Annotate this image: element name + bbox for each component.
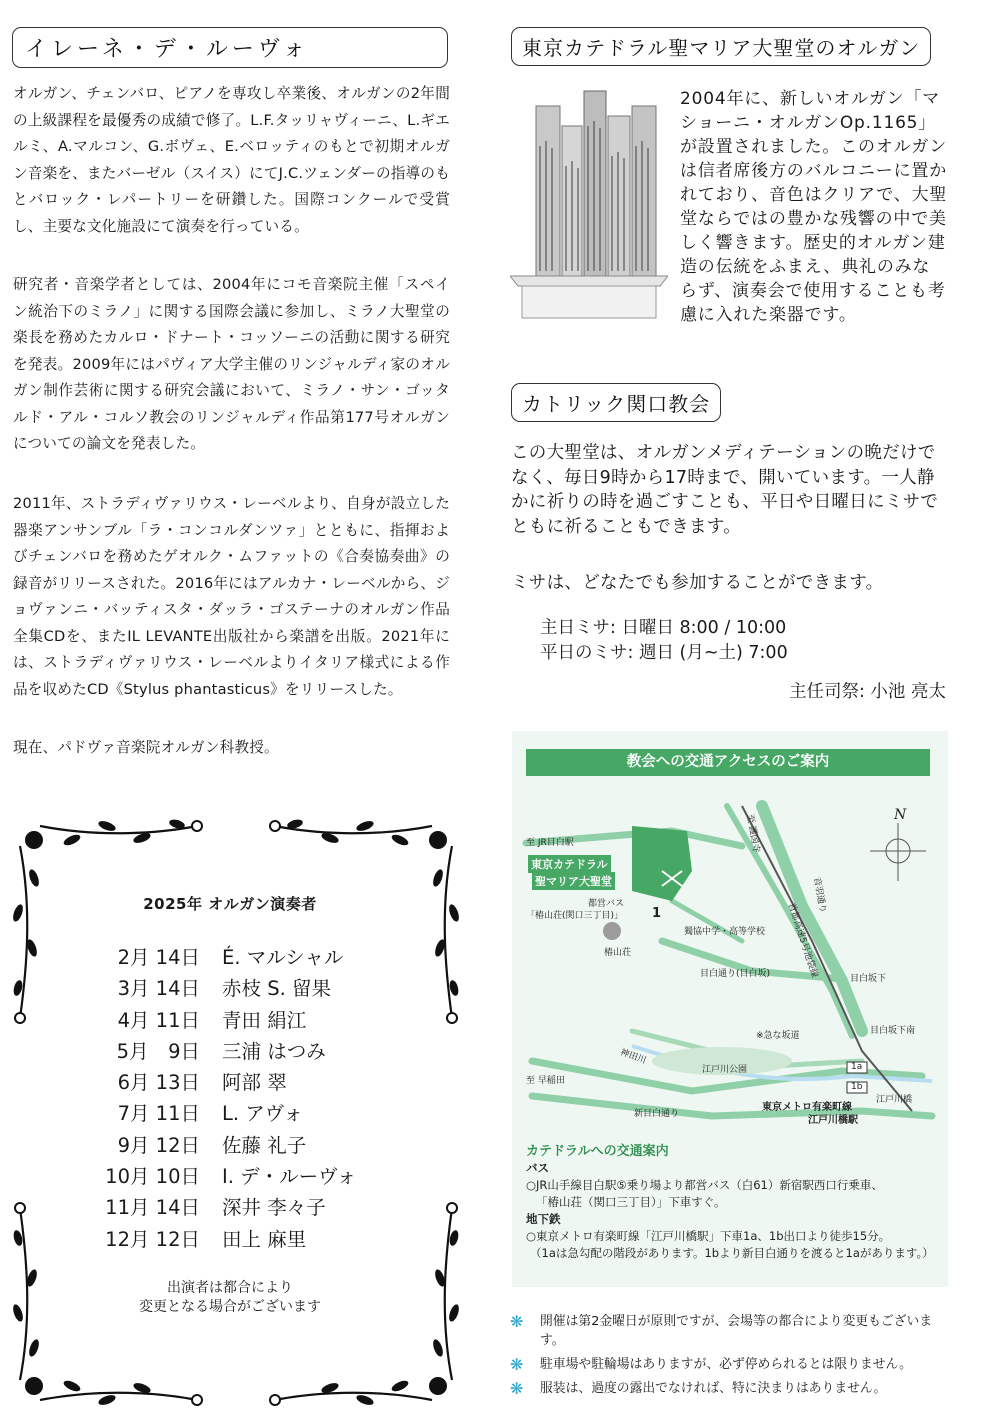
snowflake-icon: ❋	[510, 1312, 524, 1331]
label-gokokuji: 至 護国寺	[744, 813, 761, 854]
priest-name: 主任司祭: 小池 亮太	[788, 682, 946, 702]
notes-list	[510, 1312, 950, 1403]
schedule-date: 7月 11日	[117, 1102, 200, 1126]
bus-title: バス	[526, 1161, 549, 1175]
label-edogawa-park: 江戸川公園	[702, 1065, 748, 1075]
schedule-performer: 阿部 翠	[222, 1071, 287, 1095]
schedule-title: 2025年 オルガン演奏者	[143, 895, 317, 913]
schedule-performer: 赤枝 S. 留果	[222, 977, 331, 1001]
label-exit-1b: 1b	[851, 1082, 863, 1092]
schedule-row	[90, 1098, 410, 1129]
label-metro2: 江戸川橋駅	[808, 1115, 858, 1126]
guide-title: カテドラルへの交通案内	[526, 1144, 669, 1159]
bus-text1: ○JR山手線目白駅⑤乗り場より都営バス（白61）新宿駅西口行乗車、	[526, 1178, 883, 1192]
label-mejirozaka: 目白坂下	[850, 974, 887, 984]
north-label: N	[894, 807, 907, 823]
subway-text1: ○東京メトロ有楽町線「江戸川橋駅」下車1a、1b出口より徒歩15分。	[526, 1229, 891, 1243]
label-exit-1a: 1a	[851, 1062, 863, 1072]
schedule-date: 3月 14日	[117, 977, 200, 1001]
mass-intro: ミサは、どなたでも参加することができます。	[511, 573, 884, 593]
church-text: この大聖堂は、オルガンメディテーションの晩だけでなく、毎日9時から17時まで、開いています。一人静かに祈りの時を過ごすことも、平日や日曜日にミサでともに祈ることもできます。	[511, 443, 939, 537]
subway-text2: （1aは急勾配の階段があります。1bより新目白通りを渡ると1aがあります。）	[530, 1246, 934, 1260]
schedule-date: 12月 12日	[105, 1227, 200, 1251]
note-text: 開催は第2金曜日が原則ですが、会場等の都合により変更もございます。	[540, 1314, 933, 1348]
schedule-date: 2月 14日	[117, 946, 200, 969]
bio-paragraph-1: オルガン、チェンバロ、ピアノを専攻し卒業後、オルガンの2年間の上級課程を最優秀の成績で修了。L.F.タッリャヴィーニ、L.ギエルミ、A.マルコン、G.ボヴェ、E.ベロッティのもとで初期オルガン音楽を、またバーゼル（スイス）にてJ.C.ツェンダーの指導のもとバロック・レパートリーを研鑽した。国際コンクールで受賞し、主要な文化施設にて演奏を行っている。	[13, 85, 450, 235]
subway-title: 地下鉄	[526, 1212, 561, 1226]
map-banner: 教会への交通アクセスのご案内	[526, 749, 930, 776]
performer-heading: イレーネ・デ・ルーヴォ	[12, 27, 448, 68]
label-cathedral1: 東京カテドラル	[528, 855, 611, 873]
mass-weekday: 平日のミサ: 週日 (月~土) 7:00	[540, 643, 788, 663]
schedule-performer: 田上 麻里	[222, 1227, 307, 1251]
schedule-performer: L. アヴォ	[222, 1102, 303, 1126]
map-guide	[526, 1143, 936, 1262]
pipe-organ-icon	[510, 86, 668, 321]
organ-heading: 東京カテドラル聖マリア大聖堂のオルガン	[511, 27, 931, 66]
bio-paragraph-2: 研究者・音楽学者としては、2004年にコモ音楽院主催「スペイン統治下のミラノ」に関する国際会議に参加し、ミラノ大聖堂の楽長を務めたカルロ・ドナート・コッソーニの活動に関する研究を発表。2009年にはパヴィア大学主催のリンジャルディ家のオルガン制作芸術に関する研究会議において、ミラノ・サン・ゴッタルド・アル・コルソ教会のリンジャルディ作品第177号オルガンについての論文を発表した。	[13, 276, 450, 452]
bus-text2: 「椿山荘（関口三丁目）」下車すぐ。	[536, 1195, 726, 1209]
note-item	[510, 1355, 950, 1374]
schedule-row	[90, 1224, 410, 1255]
mass-times	[540, 616, 788, 666]
snowflake-icon: ❋	[510, 1379, 524, 1398]
organ-image	[510, 86, 668, 321]
label-metro1: 東京メトロ有楽町線	[762, 1102, 852, 1113]
label-edogawabashi: 江戸川橋	[876, 1095, 913, 1105]
note-text: 服装は、過度の露出でなければ、特に決まりはありません。	[540, 1381, 887, 1396]
access-map	[512, 731, 948, 1287]
schedule-performer: I. デ・ルーヴォ	[222, 1165, 357, 1189]
label-cathedral2: 聖マリア大聖堂	[532, 872, 615, 890]
schedule-row	[90, 942, 410, 973]
schedule-performer: 佐藤 礼子	[222, 1133, 307, 1157]
bio-paragraph-3: 2011年、ストラディヴァリウス・レーベルより、自身が設立した器楽アンサンブル「ラ・コンコルダンツァ」とともに、指揮およびチェンバロを務めたゲオルク・ムファットの《合奏協奏曲》の録音がリリースされた。2016年にはアルカナ・レーベルから、ジョヴァンニ・バッティスタ・ダッラ・ゴステーナのオルガン作品全集CDを、またIL LEVANTE出版社から楽譜を出版。2021年には、ストラディヴァリウス・レーベルよりイタリア様式による作品を収めたCD《Stylus phantasticus》をリリースした。	[13, 495, 450, 698]
note-item	[510, 1379, 950, 1398]
organ-text: 2004年に、新しいオルガン「マショーニ・オルガンOp.1165」が設置されました。このオルガンは信者席後方のバルコニーに置かれており、音色はクリアで、大聖堂ならではの豊かな残響の中で美しく響きます。歴史的オルガン建造の伝統をふまえ、典礼のみならず、演奏会で使用することも考慮に入れた楽器です。	[680, 89, 948, 325]
label-bus1: 都営バス	[588, 899, 625, 909]
schedule-row	[90, 1192, 410, 1223]
schedule-list	[90, 942, 410, 1255]
schedule-row	[90, 1036, 410, 1067]
schedule-date: 4月 11日	[117, 1008, 200, 1032]
schedule-note	[0, 1279, 460, 1317]
schedule-date: 11月 14日	[105, 1196, 200, 1220]
schedule-performer: 三浦 はつみ	[222, 1039, 326, 1063]
schedule-performer: 青田 絹江	[222, 1008, 307, 1032]
label-mejiro-dori: 目白通り(目白坂)	[700, 969, 771, 979]
label-school: 獨協中学・高等学校	[684, 927, 766, 937]
schedule-date: 5月 9日	[116, 1039, 200, 1063]
schedule-date: 10月 10日	[105, 1165, 200, 1189]
schedule-row	[90, 1161, 410, 1192]
label-waseda: 至 早稲田	[526, 1076, 565, 1086]
schedule-date: 9月 12日	[117, 1133, 200, 1157]
note-item	[510, 1312, 950, 1350]
schedule-row	[90, 973, 410, 1004]
label-steep: ※急な坂道	[756, 1031, 800, 1041]
schedule-row	[90, 1130, 410, 1161]
label-chinzanso: 椿山荘	[604, 948, 632, 958]
schedule-row	[90, 1067, 410, 1098]
church-heading: カトリック関口教会	[511, 383, 721, 422]
label-expressway: 首都高速5号池袋線	[785, 901, 820, 979]
label-kanda: 神田川	[618, 1047, 648, 1067]
bus-stop-number: 1	[652, 906, 662, 921]
schedule-row	[90, 1005, 410, 1036]
schedule-performer: 深井 李々子	[222, 1196, 326, 1220]
note-text: 駐車場や駐輪場はありますが、必ず停められるとは限りません。	[540, 1357, 912, 1372]
label-otowa: 音羽通り	[811, 876, 828, 914]
schedule-note-line2: 変更となる場合がございます	[139, 1299, 321, 1315]
schedule-note-line1: 出演者は都合により	[167, 1280, 293, 1296]
schedule-date: 6月 13日	[117, 1071, 200, 1095]
snowflake-icon: ❋	[510, 1355, 524, 1374]
schedule-performer: É. マルシャル	[222, 946, 344, 969]
label-shinmejiro: 新目白通り	[634, 1109, 680, 1119]
mass-sunday: 主日ミサ: 日曜日 8:00 / 10:00	[540, 618, 787, 638]
label-jr: 至 JR目白駅	[526, 838, 574, 848]
label-bus2: 「椿山荘(関口三丁目)」	[526, 911, 624, 921]
label-mejirozaka-minami: 目白坂下南	[870, 1026, 916, 1036]
bio-paragraph-4: 現在、パドヴァ音楽院オルガン科教授。	[13, 739, 279, 756]
